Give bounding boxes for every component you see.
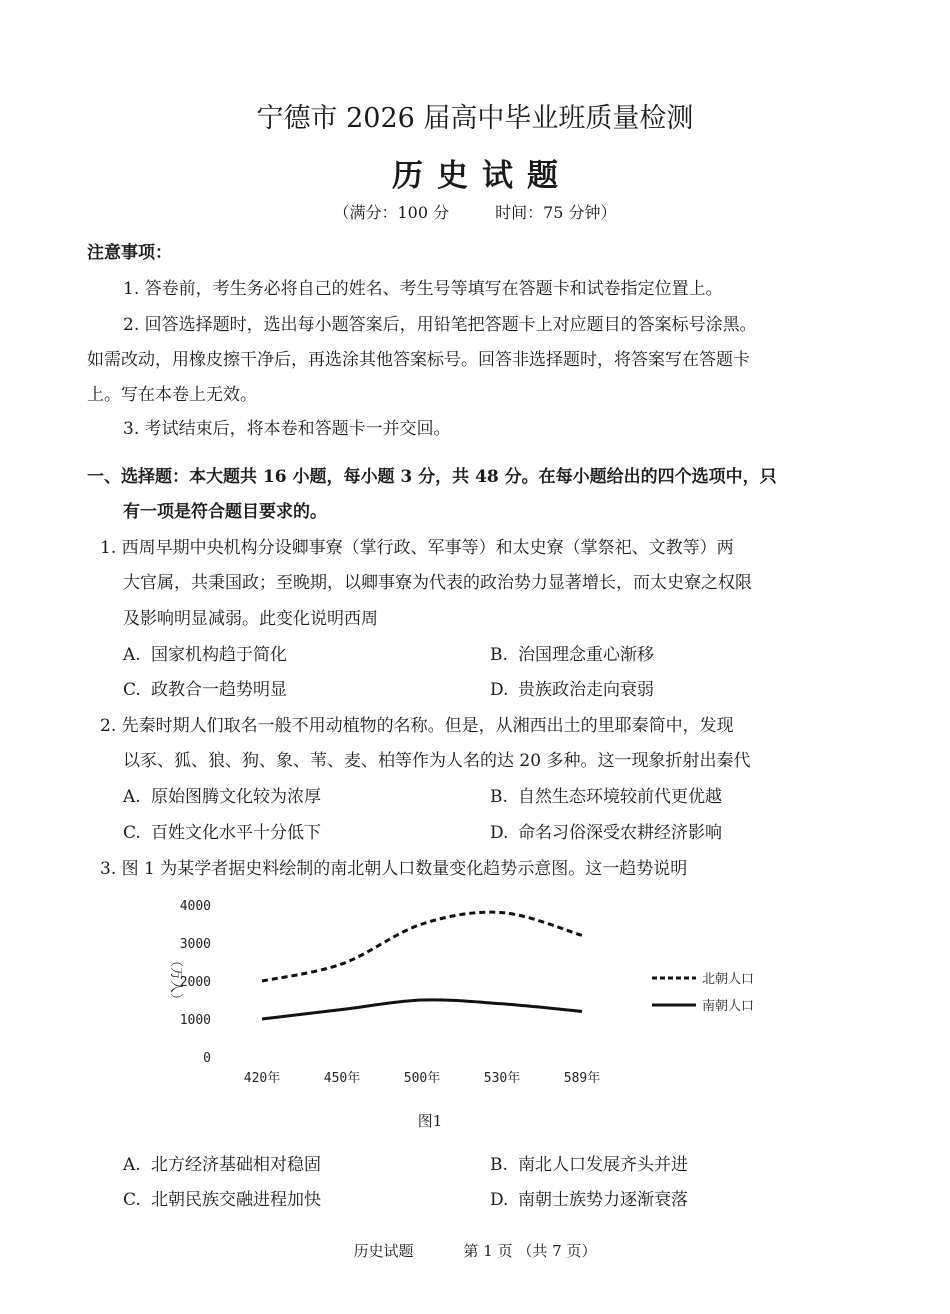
option-letter: A. <box>123 1155 141 1175</box>
option-text: 原始图腾文化较为浓厚 <box>151 787 321 807</box>
q3-option-d <box>490 1185 688 1210</box>
q3-option-b <box>490 1150 688 1175</box>
option-letter: C. <box>123 1190 141 1210</box>
option-text: 南北人口发展齐头并进 <box>518 1155 688 1175</box>
option-text: 政教合一趋势明显 <box>151 680 287 700</box>
y-tick-label: 0 <box>203 1051 211 1066</box>
q1-option-c <box>123 675 287 700</box>
q1-option-b <box>490 640 654 665</box>
option-letter: B. <box>490 1155 508 1175</box>
option-letter: D. <box>490 1190 509 1210</box>
option-letter: D. <box>490 680 509 700</box>
q1-option-d <box>490 675 654 700</box>
y-tick-label: 1000 <box>179 1013 211 1028</box>
q1-stem-line3: 及影响明显减弱。此变化说明西周 <box>123 609 378 629</box>
y-tick-label: 3000 <box>179 937 211 952</box>
time-info: 时间：75 分钟） <box>495 203 617 222</box>
note-item-1: 1. 答卷前，考生务必将自己的姓名、考生号等填写在答题卡和试卷指定位置上。 <box>123 279 723 299</box>
q1-stem-line2: 大官属，共秉国政；至晚期，以卿事寮为代表的政治势力显著增长，而太史寮之权限 <box>123 573 752 593</box>
page-footer <box>0 1240 950 1261</box>
note-item-2-line3: 上。写在本卷上无效。 <box>87 385 257 405</box>
q1-option-a <box>123 640 287 665</box>
y-tick-label: 4000 <box>179 899 211 914</box>
option-text: 北朝民族交融进程加快 <box>151 1190 321 1210</box>
option-text: 贵族政治走向衰弱 <box>518 680 654 700</box>
note-item-3: 3. 考试结束后，将本卷和答题卡一并交回。 <box>123 419 451 439</box>
footer-page-number: 第 1 页 （共 7 页） <box>463 1242 597 1260</box>
option-text: 北方经济基础相对稳固 <box>151 1155 321 1175</box>
option-text: 南朝士族势力逐渐衰落 <box>518 1190 688 1210</box>
section-heading-line1: 一、选择题：本大题共 16 小题，每小题 3 分，共 48 分。在每小题给出的四个选项中，只 <box>87 467 777 487</box>
option-text: 自然生态环境较前代更优越 <box>518 787 722 807</box>
option-letter: A. <box>123 787 141 807</box>
x-tick-label: 450年 <box>323 1071 361 1086</box>
legend-label: 南朝人口 <box>702 999 755 1014</box>
series-lines <box>262 912 582 1019</box>
legend <box>652 971 754 1014</box>
q3-option-a <box>123 1150 321 1175</box>
option-text: 百姓文化水平十分低下 <box>151 823 321 843</box>
section-heading-line2: 有一项是符合题目要求的。 <box>123 502 327 522</box>
figure-caption: 图1 <box>417 1112 443 1130</box>
x-tick-label: 500年 <box>403 1071 441 1086</box>
series-line-0 <box>262 912 582 981</box>
q3-option-c <box>123 1185 321 1210</box>
q1-stem-line1: 1. 西周早期中央机构分设卿事寮（掌行政、军事等）和太史寮（掌祭祀、文教等）两 <box>100 538 734 558</box>
option-text: 国家机构趋于简化 <box>151 645 287 665</box>
exam-title: 宁德市 2026 届高中毕业班质量检测 <box>256 103 694 134</box>
x-axis-ticks <box>244 1070 600 1086</box>
option-letter: C. <box>123 823 141 843</box>
exam-subject: 历史试题 <box>392 158 572 194</box>
exam-info <box>0 200 950 223</box>
option-letter: D. <box>490 823 509 843</box>
notes-heading: 注意事项： <box>87 243 172 263</box>
option-letter: A. <box>123 645 141 665</box>
q2-option-a <box>123 782 321 807</box>
q2-stem-line1: 2. 先秦时期人们取名一般不用动植物的名称。但是，从湘西出土的里耶秦简中，发现 <box>100 716 734 736</box>
x-tick-label: 420年 <box>243 1071 281 1086</box>
q2-option-b <box>490 782 722 807</box>
option-letter: B. <box>490 645 508 665</box>
note-item-2-line1: 2. 回答选择题时，选出每小题答案后，用铅笔把答题卡上对应题目的答案标号涂黑。 <box>123 315 757 335</box>
x-tick-label: 589年 <box>563 1071 601 1086</box>
score-info: （满分：100 分 <box>333 203 450 222</box>
x-tick-label: 530年 <box>483 1071 521 1086</box>
option-text: 命名习俗深受农耕经济影响 <box>518 823 722 843</box>
population-chart <box>160 890 800 1100</box>
option-text: 治国理念重心渐移 <box>518 645 654 665</box>
option-letter: C. <box>123 680 141 700</box>
q3-stem-line1: 3. 图 1 为某学者据史料绘制的南北朝人口数量变化趋势示意图。这一趋势说明 <box>100 859 688 879</box>
y-axis-ticks <box>180 899 211 1066</box>
footer-subject: 历史试题 <box>353 1242 414 1260</box>
y-axis-label: （万人） <box>168 953 183 1007</box>
q2-option-c <box>123 818 321 843</box>
y-tick-label: 2000 <box>179 975 211 990</box>
option-letter: B. <box>490 787 508 807</box>
legend-label: 北朝人口 <box>702 972 755 987</box>
note-item-2-line2: 如需改动，用橡皮擦干净后，再选涂其他答案标号。回答非选择题时，将答案写在答题卡 <box>87 350 750 370</box>
q2-stem-line2: 以豕、狐、狼、狗、象、苇、麦、柏等作为人名的达 20 多种。这一现象折射出秦代 <box>123 751 751 771</box>
q2-option-d <box>490 818 722 843</box>
series-line-1 <box>262 1000 582 1019</box>
